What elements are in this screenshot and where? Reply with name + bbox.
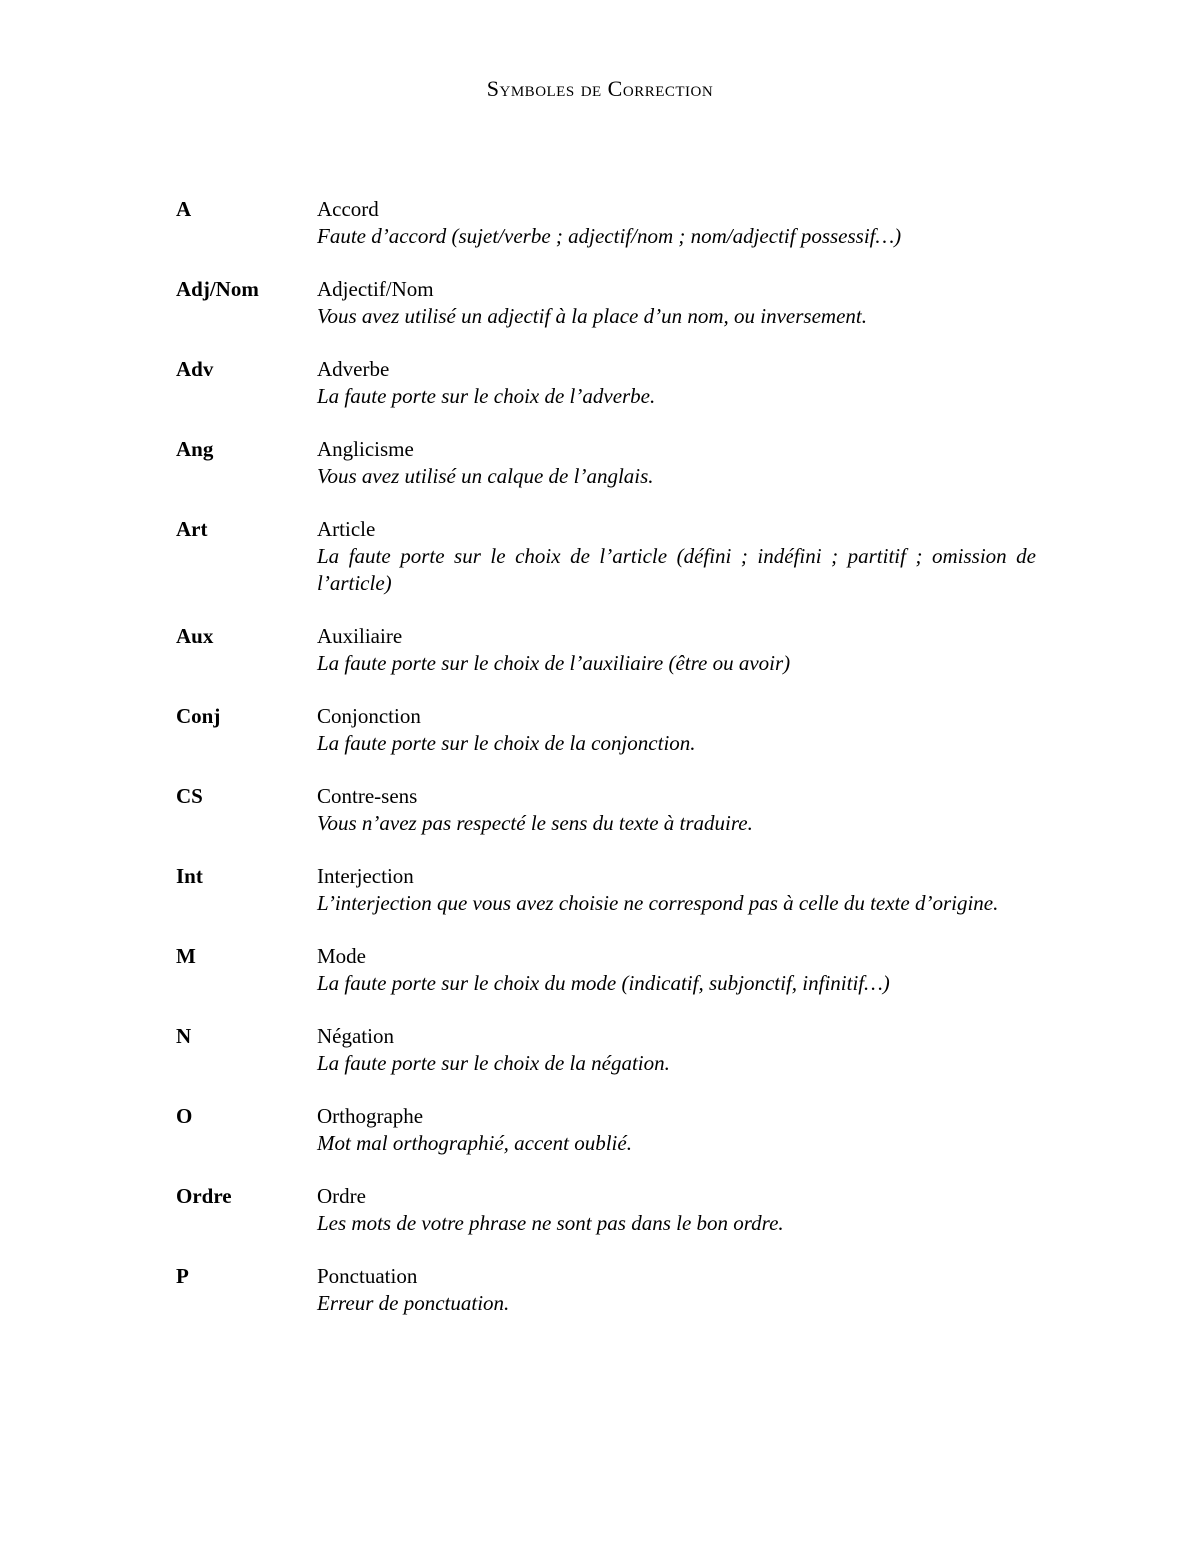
correction-symbol: A xyxy=(176,197,192,221)
symbol-term: Article xyxy=(317,517,376,541)
symbol-description: La faute porte sur le choix de l’adverbe. xyxy=(317,384,656,408)
symbol-term: Négation xyxy=(317,1024,394,1048)
correction-symbol: N xyxy=(176,1024,192,1048)
symbol-term: Anglicisme xyxy=(317,437,414,461)
list-item xyxy=(176,1023,1036,1077)
list-item xyxy=(176,1183,1036,1237)
symbol-term: Adverbe xyxy=(317,357,390,381)
symbol-description: La faute porte sur le choix du mode (indicatif, subjonctif, infinitif…) xyxy=(317,971,890,995)
page-title: Symboles de Correction xyxy=(486,76,714,101)
symbol-description: La faute porte sur le choix de la conjonction. xyxy=(317,731,696,755)
correction-symbol-list xyxy=(176,196,1036,1343)
symbol-definition xyxy=(317,436,1036,490)
list-item xyxy=(176,703,1036,757)
symbol-term: Auxiliaire xyxy=(317,624,403,648)
symbol-description: Vous avez utilisé un adjectif à la place d’un nom, ou inversement. xyxy=(317,304,867,328)
symbol-term: Conjonction xyxy=(317,704,421,728)
symbol-term: Interjection xyxy=(317,864,414,888)
symbol-description: Erreur de ponctuation. xyxy=(317,1291,510,1315)
symbol-description: La faute porte sur le choix de l’article (défini ; indéfini ; partitif ; omission de l’article) xyxy=(317,544,1036,595)
correction-symbol: Aux xyxy=(176,624,214,648)
symbol-definition xyxy=(317,196,1036,250)
list-item xyxy=(176,436,1036,490)
correction-symbol: Adv xyxy=(176,357,214,381)
symbol-term: Ponctuation xyxy=(317,1264,418,1288)
correction-symbol: Int xyxy=(176,864,203,888)
symbol-term: Mode xyxy=(317,944,366,968)
symbol-description: Faute d’accord (sujet/verbe ; adjectif/nom ; nom/adjectif possessif…) xyxy=(317,224,902,248)
symbol-description: Vous n’avez pas respecté le sens du texte à traduire. xyxy=(317,811,753,835)
symbol-definition xyxy=(317,1263,1036,1317)
list-item xyxy=(176,1263,1036,1317)
symbol-definition xyxy=(317,1183,1036,1237)
symbol-description: Les mots de votre phrase ne sont pas dans le bon ordre. xyxy=(317,1211,784,1235)
symbol-definition xyxy=(317,1103,1036,1157)
symbol-term: Ordre xyxy=(317,1184,366,1208)
correction-symbol: Adj/Nom xyxy=(176,277,259,301)
symbol-definition xyxy=(317,516,1036,597)
symbol-term: Contre-sens xyxy=(317,784,418,808)
list-item xyxy=(176,623,1036,677)
symbol-definition xyxy=(317,276,1036,330)
symbol-definition xyxy=(317,623,1036,677)
symbol-definition xyxy=(317,703,1036,757)
list-item xyxy=(176,516,1036,597)
correction-symbol: Ang xyxy=(176,437,214,461)
list-item xyxy=(176,863,1036,917)
symbol-definition xyxy=(317,783,1036,837)
symbol-description: La faute porte sur le choix de la négation. xyxy=(317,1051,670,1075)
symbol-description: L’interjection que vous avez choisie ne correspond pas à celle du texte d’origine. xyxy=(317,891,999,915)
correction-symbol: P xyxy=(176,1264,189,1288)
correction-symbol: O xyxy=(176,1104,193,1128)
list-item xyxy=(176,1103,1036,1157)
symbol-term: Orthographe xyxy=(317,1104,424,1128)
symbol-description: La faute porte sur le choix de l’auxiliaire (être ou avoir) xyxy=(317,651,791,675)
list-item xyxy=(176,356,1036,410)
symbol-definition xyxy=(317,863,1036,917)
correction-symbol: Conj xyxy=(176,704,221,728)
correction-symbol: Ordre xyxy=(176,1184,232,1208)
list-item xyxy=(176,276,1036,330)
symbol-definition xyxy=(317,1023,1036,1077)
correction-symbol: CS xyxy=(176,784,203,808)
symbol-description: Mot mal orthographié, accent oublié. xyxy=(317,1131,632,1155)
correction-symbol: Art xyxy=(176,517,208,541)
list-item xyxy=(176,196,1036,250)
symbol-description: Vous avez utilisé un calque de l’anglais. xyxy=(317,464,654,488)
symbol-term: Accord xyxy=(317,197,379,221)
symbol-definition xyxy=(317,356,1036,410)
list-item xyxy=(176,943,1036,997)
symbol-definition xyxy=(317,943,1036,997)
symbol-term: Adjectif/Nom xyxy=(317,277,434,301)
list-item xyxy=(176,783,1036,837)
correction-symbol: M xyxy=(176,944,196,968)
